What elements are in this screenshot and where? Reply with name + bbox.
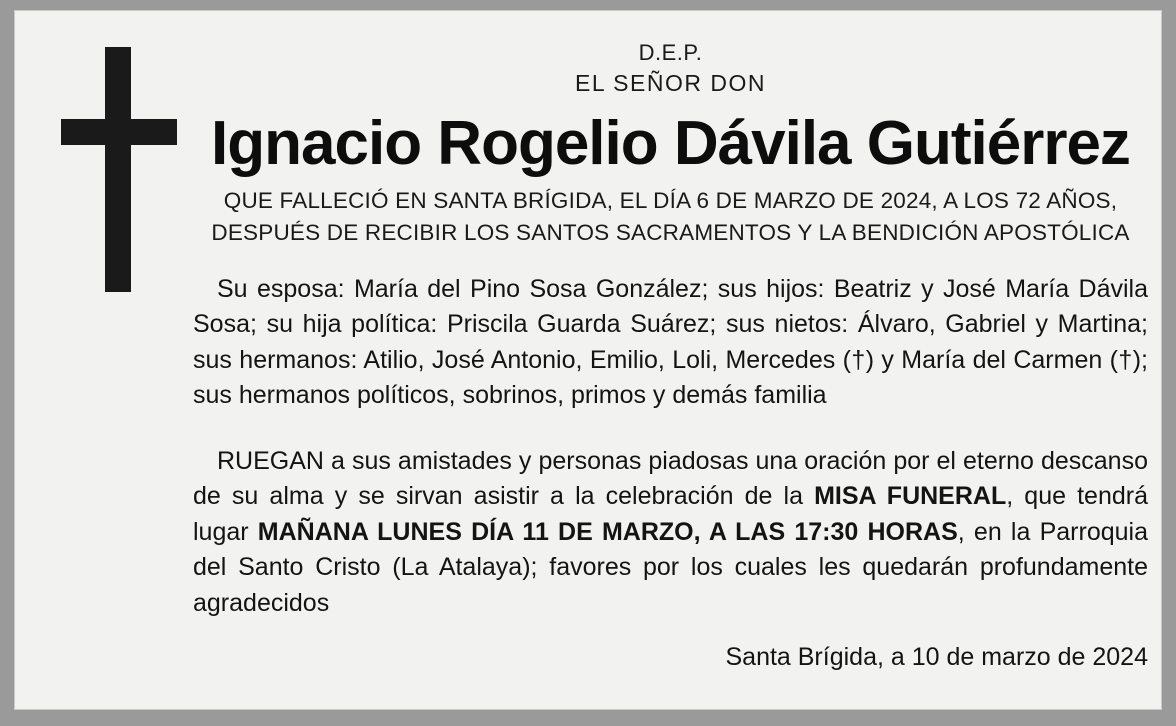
request-text-part-3: , en la Parroquia del Santo Cristo (La Atalaya); favores por los cuales les quedarán profundamente agradecidos <box>193 517 1148 617</box>
salutation-label: EL SEÑOR DON <box>575 69 766 96</box>
cross-horizontal-bar <box>61 119 177 145</box>
request-highlight-misa-funeral: MISA FUNERAL <box>814 482 1007 511</box>
dep-label: D.E.P. <box>638 40 703 65</box>
request-text-part-1: RUEGAN a sus amistades y personas piadosas una oración por el eterno descanso de su alma y se sirvan asistir a la celebración de la <box>193 446 1148 511</box>
death-line-1: QUE FALLECIÓ EN SANTA BRÍGIDA, EL DÍA 6 DE MARZO DE 2024, A LOS 72 AÑOS, <box>223 187 1118 213</box>
family-paragraph: Su esposa: María del Pino Sosa González; sus hijos: Beatriz y José María Dávila Sosa; su hija política: Priscila Guarda Suárez; sus nietos: Álvaro, Gabriel y Martina; sus hermanos: Atilio, José Antonio, Emilio, Loli, Mercedes (†) y María del Carmen (†); sus hermanos políticos, sobrinos, primos y demás familia <box>193 274 1148 410</box>
request-highlight-schedule: MAÑANA LUNES DÍA 11 DE MARZO, A LAS 17:30 HORAS <box>257 517 958 546</box>
death-line-2: DESPUÉS DE RECIBIR LOS SANTOS SACRAMENTOS Y LA BENDICIÓN APOSTÓLICA <box>211 220 1130 246</box>
request-paragraph <box>193 444 1148 622</box>
deceased-name: Ignacio Rogelio Dávila Gutiérrez <box>211 109 1130 179</box>
place-and-date: Santa Brígida, a 10 de marzo de 2024 <box>725 643 1148 672</box>
cross-icon <box>39 47 189 297</box>
cross-vertical-bar <box>105 47 131 292</box>
obituary-content <box>193 39 1148 672</box>
request-text-part-2: , que tendrá lugar <box>193 482 1149 546</box>
obituary-card <box>14 10 1162 710</box>
